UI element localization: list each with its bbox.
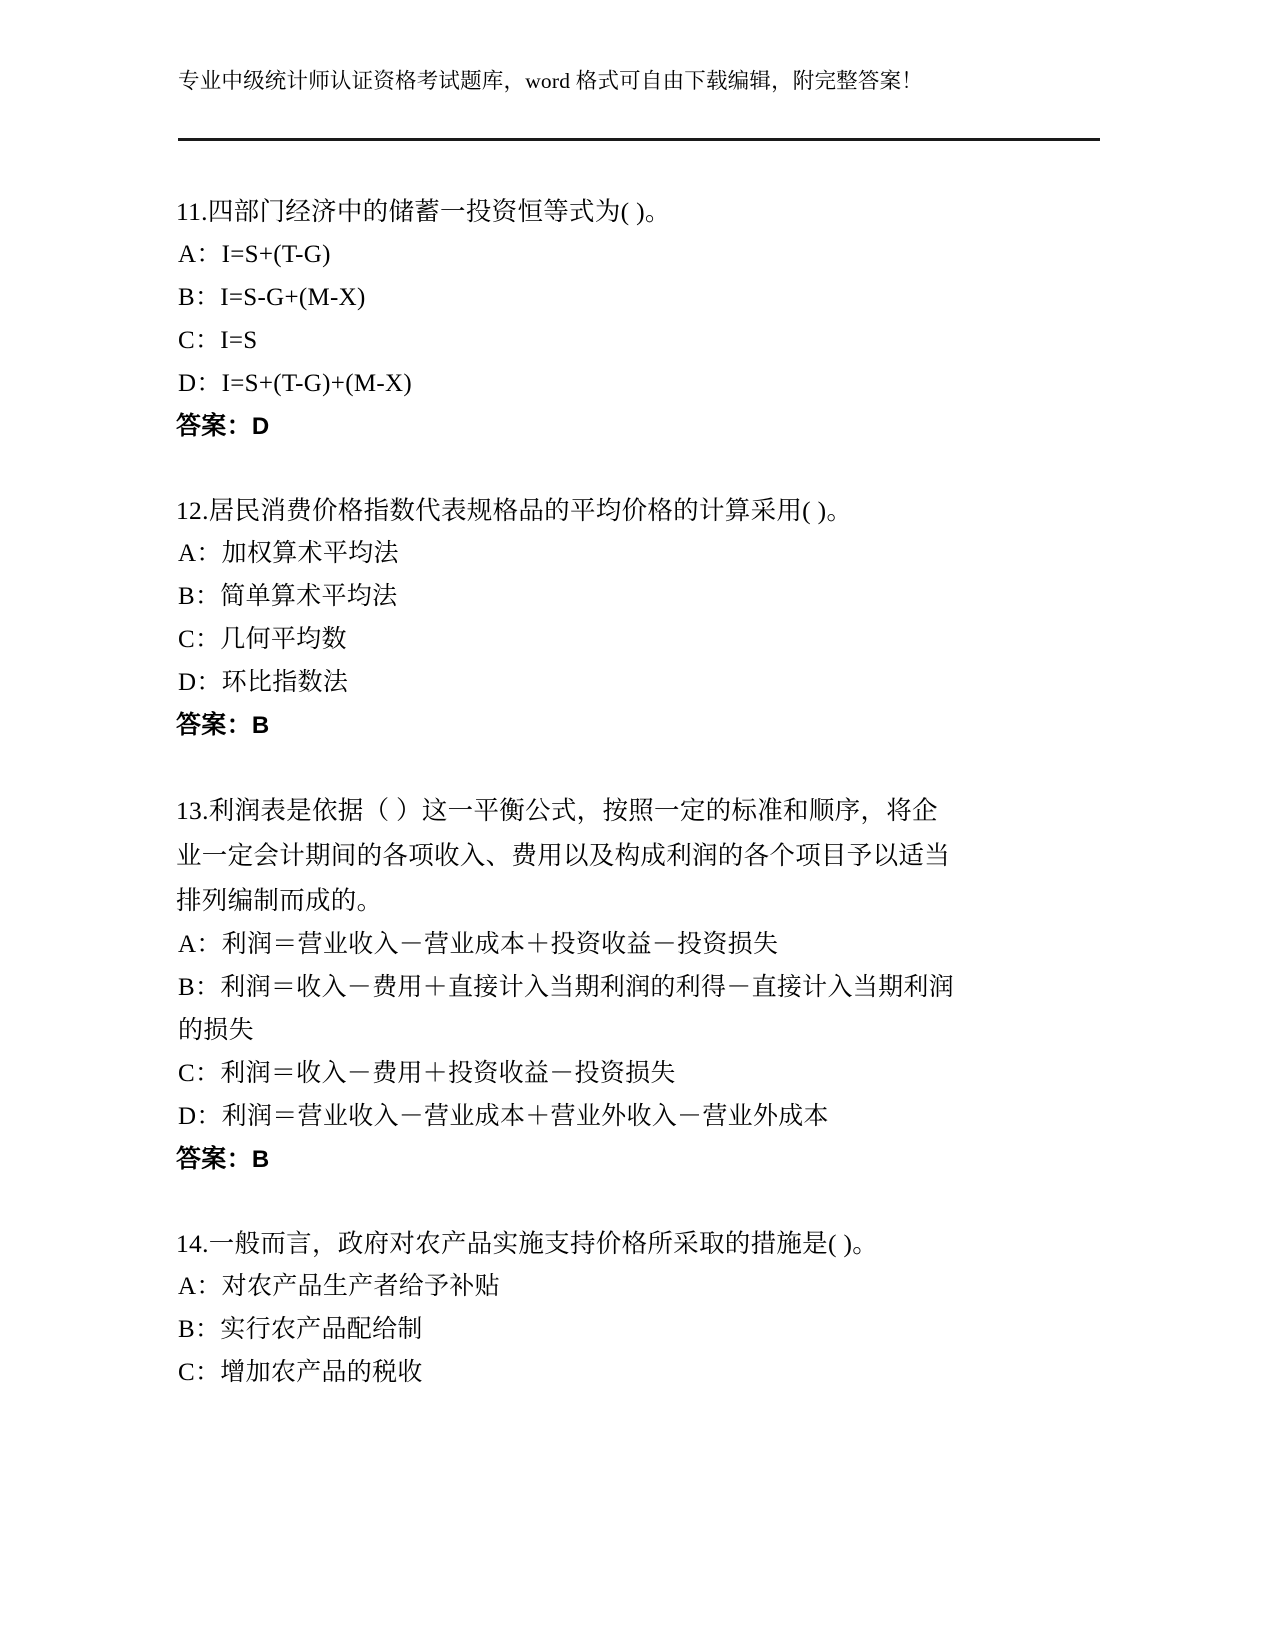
question-stem-text: 四部门经济中的储蓄一投资恒等式为( )。 — [207, 197, 671, 226]
question-block — [176, 190, 1106, 449]
option-text: I=S+(T-G)+(M-X) — [221, 370, 412, 397]
question-block — [176, 788, 1106, 1182]
option-d — [176, 1095, 1106, 1138]
answer-label: 答案： — [176, 1146, 252, 1173]
option-text: 对农产品生产者给予补贴 — [221, 1273, 500, 1300]
answer-label: 答案： — [176, 712, 252, 739]
option-text: 利润＝营业收入－营业成本＋投资收益－投资损失 — [221, 931, 779, 958]
option-b — [176, 575, 1106, 618]
option-b-cont: 的损失 — [178, 1017, 254, 1044]
option-b — [176, 966, 1106, 1009]
question-block — [176, 1222, 1106, 1394]
option-label: C： — [178, 1060, 221, 1087]
option-text: 几何平均数 — [220, 626, 347, 653]
question-stem-text: 利润表是依据（ ）这一平衡公式，按照一定的标准和顺序，将企 — [208, 796, 938, 825]
option-b — [176, 1308, 1106, 1351]
answer-line — [176, 704, 1106, 748]
question-stem — [176, 788, 1106, 833]
option-label: A： — [178, 1273, 222, 1300]
option-text: 增加农产品的税收 — [220, 1359, 423, 1386]
answer-value: B — [251, 712, 270, 739]
answer-value: B — [251, 1146, 270, 1173]
answer-label: 答案： — [176, 413, 252, 440]
document-body — [176, 190, 1106, 1434]
option-label: D： — [178, 1103, 222, 1130]
option-a — [176, 1265, 1106, 1308]
option-label: D： — [178, 669, 222, 696]
question-stem — [176, 489, 1106, 532]
option-label: B： — [178, 974, 221, 1001]
option-text: I=S-G+(M-X) — [220, 284, 366, 311]
question-stem-text: 居民消费价格指数代表规格品的平均价格的计算采用( )。 — [208, 496, 853, 525]
option-c — [176, 618, 1106, 661]
option-label: C： — [178, 1359, 221, 1386]
answer-line — [176, 405, 1106, 449]
option-text: I=S+(T-G) — [221, 241, 331, 268]
question-stem — [176, 1222, 1106, 1265]
question-number: 12. — [176, 496, 209, 525]
option-text: 利润＝收入－费用＋直接计入当期利润的利得－直接计入当期利润 — [220, 974, 954, 1001]
option-label: C： — [178, 327, 221, 354]
option-text: 简单算术平均法 — [220, 583, 398, 610]
option-d — [176, 661, 1106, 704]
option-label: D： — [178, 370, 222, 397]
question-stem-text: 一般而言，政府对农产品实施支持价格所采取的措施是( )。 — [208, 1229, 879, 1258]
answer-line — [176, 1138, 1106, 1182]
option-d — [176, 362, 1106, 405]
question-block — [176, 489, 1106, 748]
question-stem-cont: 排列编制而成的。 — [176, 886, 383, 915]
option-label: A： — [178, 931, 222, 958]
option-label: B： — [178, 1316, 221, 1343]
option-b — [176, 276, 1106, 319]
option-text: 实行农产品配给制 — [220, 1316, 423, 1343]
option-text: I=S — [220, 327, 258, 354]
option-label: B： — [178, 284, 221, 311]
question-number: 11. — [176, 197, 208, 226]
option-label: A： — [178, 241, 222, 268]
option-label: B： — [178, 583, 221, 610]
header-divider — [178, 138, 1100, 141]
answer-value: D — [251, 413, 270, 440]
page-header-banner: 专业中级统计师认证资格考试题库，word 格式可自由下载编辑，附完整答案！ — [178, 69, 923, 93]
option-a — [176, 233, 1106, 276]
option-label: A： — [178, 540, 222, 567]
option-label: C： — [178, 626, 221, 653]
option-text: 利润＝营业收入－营业成本＋营业外收入－营业外成本 — [221, 1103, 829, 1130]
question-number: 13. — [176, 796, 209, 825]
option-text: 加权算术平均法 — [221, 540, 399, 567]
option-c — [176, 1351, 1106, 1394]
question-stem-cont: 业一定会计期间的各项收入、费用以及构成利润的各个项目予以适当 — [176, 841, 951, 870]
question-stem — [176, 190, 1106, 233]
option-c — [176, 1052, 1106, 1095]
question-number: 14. — [176, 1229, 209, 1258]
option-text: 环比指数法 — [221, 669, 349, 696]
option-a — [176, 532, 1106, 575]
option-c — [176, 319, 1106, 362]
option-a — [176, 923, 1106, 966]
option-text: 利润＝收入－费用＋投资收益－投资损失 — [220, 1060, 676, 1087]
